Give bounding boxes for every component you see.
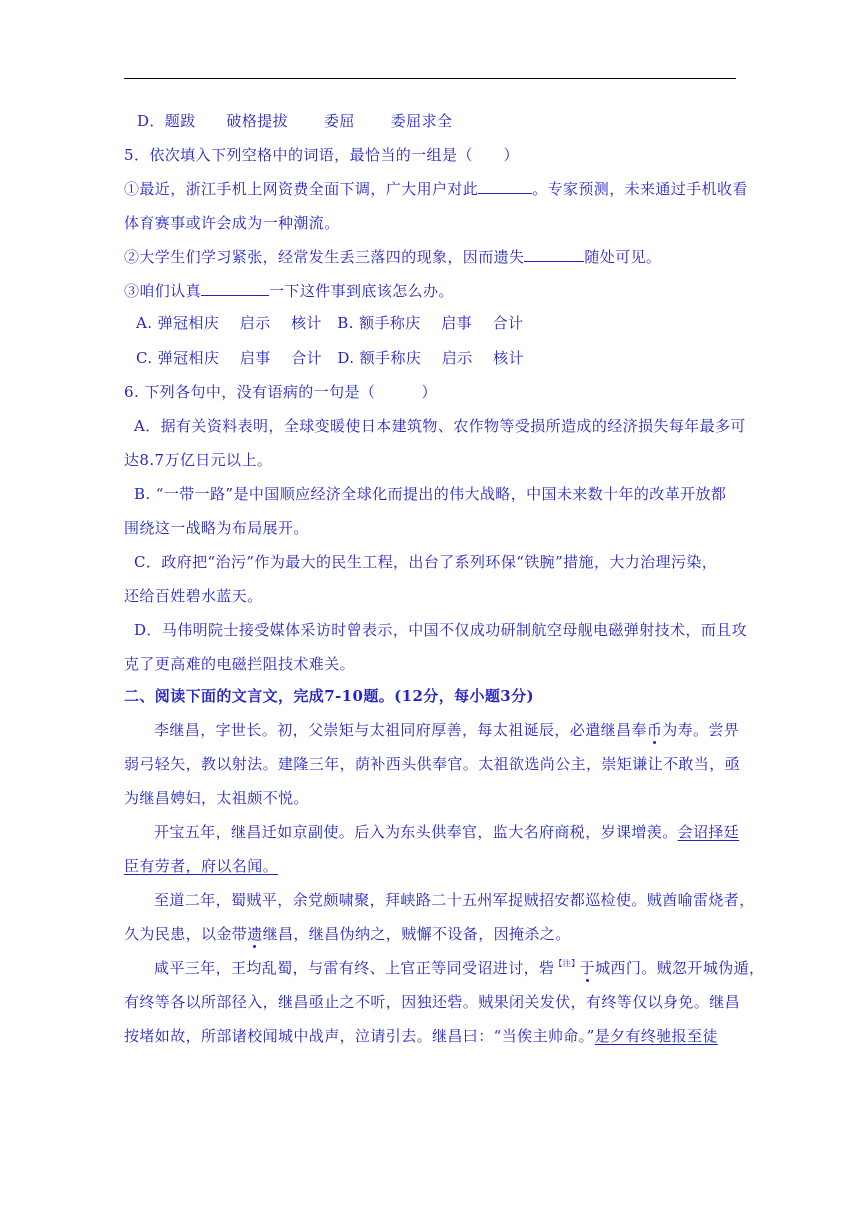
passage-p1-line-1: 李继昌，字世长。初，父崇矩与太祖同府厚善，每太祖诞辰，必遣继昌奉币为寿。尝畀 [154, 721, 740, 739]
q5-options-cd: C. 弹冠相庆 启事 合计 D. 额手称庆 启示 核计 [136, 349, 524, 367]
underlined-sentence: 是夕有终驰报至徒 [594, 1027, 718, 1045]
q6-option-d-line-1: D．马伟明院士接受媒体采访时曾表示，中国不仅成功研制航空母舰电磁弹射技术，而且攻 [134, 621, 748, 639]
q6-option-c-line-2: 还给百姓碧水蓝天。 [124, 587, 263, 605]
header-rule [124, 78, 736, 79]
q5-blank-2 [524, 247, 584, 262]
q5-sentence-3: ③咱们认真 一下这件事到底该怎么办。 [124, 282, 454, 300]
emphasized-char: 币 [646, 721, 663, 739]
passage-p2-line-2 [124, 856, 278, 876]
passage-p2-line-1: 开宝五年，继昌迁如京副使。后入为东头供奉官，监大名府商税，岁课增羡。会诏择廷 [154, 823, 740, 841]
passage-p4-line-3: 按堵如故，所部诸校闻城中战声，泣请引去。继昌曰：“当俟主帅命。”是夕有终驰报至徒 [124, 1027, 718, 1045]
q5-blank-3 [201, 281, 269, 296]
emphasized-char: 于 [579, 959, 596, 977]
emphasized-char: 遗 [247, 925, 263, 943]
underlined-sentence: 会诏择廷 [677, 823, 740, 841]
q6-option-a-line-2: 达8.7万亿日元以上。 [124, 451, 273, 469]
passage-p3-line-1: 至道二年，蜀贼平，余党颇啸聚，拜峡路二十五州军捉贼招安都巡检使。贼酋喻雷烧者， [154, 891, 755, 909]
footnote-marker: 【注】 [554, 959, 580, 968]
q5-options-ab: A. 弹冠相庆 启示 核计 B. 额手称庆 启事 合计 [136, 314, 524, 332]
q4-option-d: D．题跋 破格提拔 委屈 委屈求全 [137, 112, 453, 130]
q5-sentence-1-line-1: ①最近，浙江手机上网资费全面下调，广大用户对此 。专家预测，未来通过手机收看 [124, 180, 748, 198]
section-2-heading: 二、阅读下面的文言文，完成7-10题。(12分，每小题3分) [124, 687, 535, 705]
q5-sentence-1-line-2: 体育赛事或许会成为一种潮流。 [124, 214, 340, 232]
q6-option-c-line-1: C．政府把“治污”作为最大的民生工程，出台了系列环保“铁腕”措施，大力治理污染， [134, 553, 718, 571]
passage-p1-line-3: 为继昌娉妇，太祖颇不悦。 [124, 789, 309, 807]
q5-stem: 5．依次填入下列空格中的词语，最恰当的一组是（ ） [124, 146, 519, 164]
q6-option-d-line-2: 克了更高难的电磁拦阻技术难关。 [124, 655, 356, 673]
passage-p4-line-2: 有终等各以所部径入，继昌亟止之不听，因独还砦。贼果闭关发伏，有终等仅以身免。继昌 [124, 993, 741, 1011]
underlined-sentence: 臣有劳者，府以名闻。 [124, 857, 279, 875]
q5-blank-1 [478, 179, 532, 194]
q6-option-b-line-1: B. “一带一路”是中国顺应经济全球化而提出的伟大战略，中国未来数十年的改革开放都 [134, 485, 727, 503]
q6-stem: 6. 下列各句中，没有语病的一句是（ ） [124, 383, 437, 401]
q6-option-a-line-1: A．据有关资料表明，全球变暖使日本建筑物、农作物等受损所造成的经济损失每年最多可 [134, 417, 746, 435]
passage-p1-line-2: 弱弓轻矢，教以射法。建隆三年，荫补西头供奉官。太祖欲选尚公主，崇矩谦让不敢当，亟 [124, 755, 741, 773]
passage-p4-line-1: 咸平三年，王均乱蜀，与雷有终、上官正等同受诏进讨，砦$^{【注】}$于城西门。贼忽开城伪遁， [154, 959, 765, 977]
q6-option-b-line-2: 围绕这一战略为布局展开。 [124, 519, 309, 537]
passage-p3-line-2: 久为民患，以金带遗继昌，继昌伪纳之，贼懈不设备，因掩杀之。 [124, 925, 571, 943]
q5-sentence-2: ②大学生们学习紧张，经常发生丢三落四的现象，因而遗失 随处可见。 [124, 248, 662, 266]
